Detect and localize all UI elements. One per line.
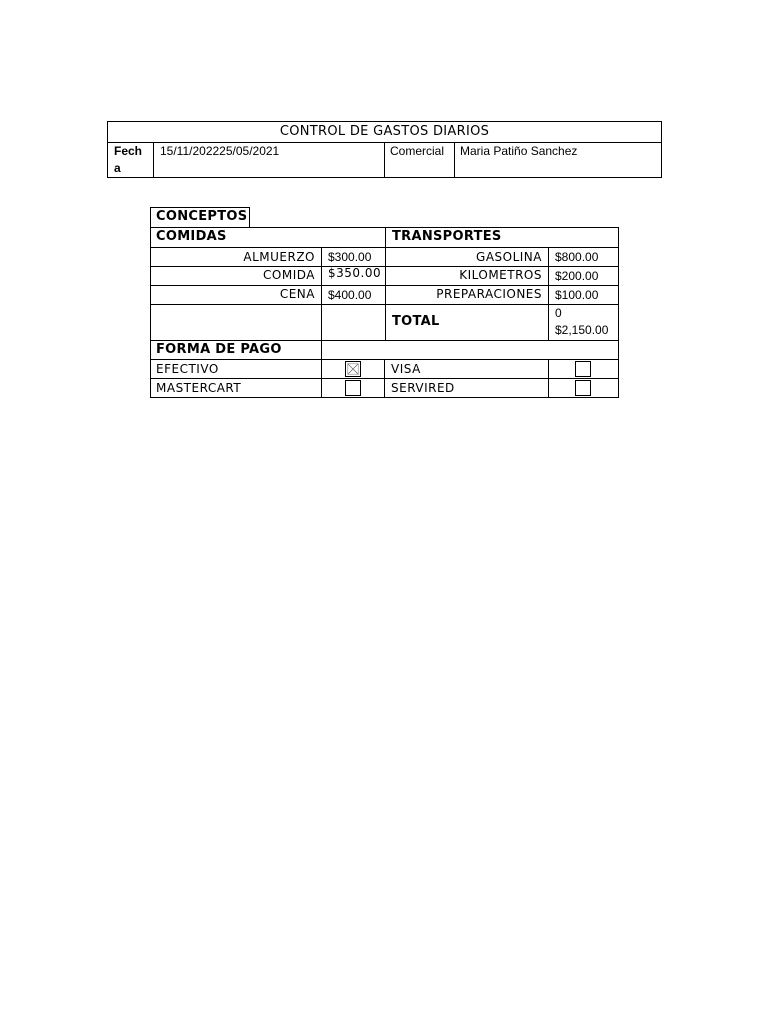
total-value-line2: $2,150.00 — [555, 323, 609, 337]
fecha-label-line1: Fech — [114, 144, 143, 158]
col-divider — [548, 247, 549, 340]
col-divider — [385, 227, 386, 340]
checkbox-servired[interactable] — [575, 380, 591, 396]
conceptos-tab-label: CONCEPTOS — [156, 209, 248, 224]
payment-label-visa: VISA — [391, 362, 421, 376]
concept-label-comida: COMIDA — [263, 268, 315, 282]
payment-label-mastercart: MASTERCART — [156, 381, 242, 395]
concept-label-cena: CENA — [279, 287, 315, 301]
fecha-value: 15/11/202225/05/2021 — [160, 144, 280, 158]
cell-divider — [153, 142, 154, 178]
cell-divider — [454, 142, 455, 178]
checkmark-x-icon — [346, 362, 360, 376]
fecha-label-line2: a — [114, 161, 121, 175]
col-divider — [384, 359, 385, 398]
concept-value-preparaciones: $100.00 — [555, 288, 599, 302]
concept-value-gasolina: $800.00 — [555, 250, 599, 264]
col-divider — [321, 340, 322, 398]
col-divider — [321, 247, 322, 340]
total-label: TOTAL — [392, 314, 440, 329]
concept-label-kilometros: KILOMETROS — [459, 268, 542, 282]
page-title: CONTROL DE GASTOS DIARIOS — [279, 124, 490, 139]
payment-label-efectivo: EFECTIVO — [156, 362, 219, 376]
transportes-header: TRANSPORTES — [392, 229, 502, 244]
total-value-line1: 0 — [555, 306, 562, 320]
checkbox-visa[interactable] — [575, 361, 591, 377]
concept-value-comida: $350.00 — [328, 266, 382, 280]
concept-label-gasolina: GASOLINA — [476, 250, 542, 264]
concept-value-cena: $400.00 — [328, 288, 372, 302]
concept-label-almuerzo: ALMUERZO — [243, 250, 315, 264]
comidas-header: COMIDAS — [156, 229, 227, 244]
comercial-label: Comercial — [390, 144, 445, 158]
fecha-label — [114, 143, 152, 177]
concept-value-almuerzo: $300.00 — [328, 250, 372, 264]
cell-divider — [384, 142, 385, 178]
payment-label-servired: SERVIRED — [391, 381, 455, 395]
comercial-value: Maria Patiño Sanchez — [460, 144, 578, 158]
checkbox-efectivo[interactable] — [345, 361, 361, 377]
checkbox-mastercart[interactable] — [345, 380, 361, 396]
forma-de-pago-header: FORMA DE PAGO — [156, 342, 282, 357]
total-value — [555, 305, 608, 339]
concept-label-preparaciones: PREPARACIONES — [436, 287, 542, 301]
concept-value-kilometros: $200.00 — [555, 269, 599, 283]
col-divider — [548, 359, 549, 398]
